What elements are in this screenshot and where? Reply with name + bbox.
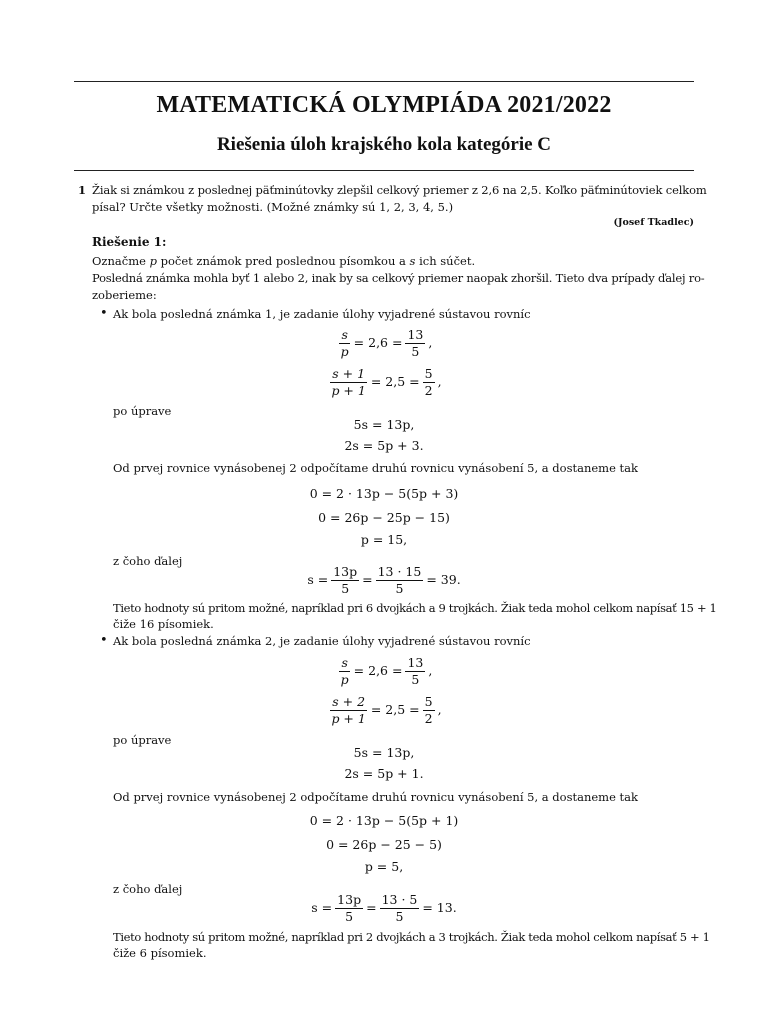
case2-eq1: $\frac{s}{p}$ = 2,6 = $\frac{13}{5}$ , bbox=[340, 655, 433, 687]
case2-conclusion-line1: Tieto hodnoty sú pritom možné, napríklad pri 2 dvojkách a 3 trojkách. Žiak teda mohol celkom napísať 5 + 1 bbox=[113, 930, 710, 944]
page-title: MATEMATICKÁ OLYMPIÁDA 2021/2022 bbox=[156, 92, 612, 118]
case1-conclusion-line1: Tieto hodnoty sú pritom možné, napríklad pri 6 dvojkách a 9 trojkách. Žiak teda mohol celkom napísať 15 + 1 bbox=[113, 601, 717, 615]
solution-intro-line3: zoberieme: bbox=[92, 288, 157, 302]
intro-text-c: ich súčet. bbox=[415, 254, 476, 268]
case2-eq1-frac-right: $\frac{13}{5}$ bbox=[407, 655, 424, 687]
case2-bullet: • bbox=[100, 633, 108, 648]
case1-eq2-frac-right: $\frac{5}{2}$ bbox=[424, 366, 433, 398]
header-rule bbox=[74, 170, 694, 171]
case1-after: po úprave bbox=[113, 404, 172, 418]
case1-eq8: s = $\frac{13p}{5}$ = $\frac{13 \cdot 15}{5}$ = 39. bbox=[307, 564, 461, 596]
case2-eq2-frac-left: $\frac{s + 2}{p + 1}$ bbox=[331, 694, 366, 726]
case1-step: Od prvej rovnice vynásobenej 2 odpočítame druhú rovnicu vynásobení 5, a dostaneme tak bbox=[113, 461, 638, 475]
intro-text-b: počet známok pred poslednou písomkou a bbox=[156, 254, 410, 268]
case2-conclusion-line2: čiže 6 písomiek. bbox=[113, 946, 207, 960]
solution-intro-line2: Posledná známka mohla byť 1 alebo 2, inak by sa celkový priemer naopak zhoršil. Tieto dva prípady ďalej ro- bbox=[92, 271, 705, 285]
case2-after: po úprave bbox=[113, 733, 172, 747]
case1-eq1-frac-left: $\frac{s}{p}$ bbox=[340, 327, 349, 359]
case1-eq5: 0 = 2 · 13p − 5(5p + 3) bbox=[309, 486, 459, 501]
case1-eq1: $\frac{s}{p}$ = 2,6 = $\frac{13}{5}$ , bbox=[340, 327, 433, 359]
intro-var-p: p bbox=[149, 254, 157, 268]
case2-eq7: p = 5, bbox=[364, 859, 404, 874]
case1-lead: Ak bola posledná známka 1, je zadanie úlohy vyjadrené sústavou rovníc bbox=[113, 307, 531, 321]
case1-conclusion-line2: čiže 16 písomiek. bbox=[113, 617, 214, 631]
intro-text-a: Označme bbox=[92, 254, 150, 268]
case1-eq6: 0 = 26p − 25p − 15) bbox=[318, 510, 450, 525]
case1-eq7: p = 15, bbox=[360, 532, 408, 547]
case1-eq8-frac-left: $\frac{13p}{5}$ bbox=[333, 564, 358, 596]
case2-eq8-frac-right: $\frac{13 \cdot 5}{5}$ bbox=[381, 892, 418, 924]
problem-text-line2: písal? Určte všetky možnosti. (Možné známky sú 1, 2, 3, 4, 5.) bbox=[92, 200, 454, 214]
case1-eq3: 5s = 13p, bbox=[353, 417, 415, 432]
case2-eq3: 5s = 13p, bbox=[353, 745, 415, 760]
case1-eq1-frac-right: $\frac{13}{5}$ bbox=[407, 327, 424, 359]
solution-heading: Riešenie 1: bbox=[92, 235, 167, 249]
case1-eq2: $\frac{s + 1}{p + 1}$ = 2,5 = $\frac{5}{2}$ , bbox=[331, 366, 442, 398]
intro-var-s: s bbox=[409, 254, 416, 268]
case2-eq2-frac-right: $\frac{5}{2}$ bbox=[424, 694, 433, 726]
case2-eq1-frac-left: $\frac{s}{p}$ bbox=[340, 655, 349, 687]
case2-eq6: 0 = 26p − 25 − 5) bbox=[326, 837, 442, 852]
top-rule bbox=[74, 81, 694, 82]
case2-lead: Ak bola posledná známka 2, je zadanie úlohy vyjadrené sústavou rovníc bbox=[113, 634, 531, 648]
case1-then: z čoho ďalej bbox=[113, 554, 183, 568]
problem-number: 1 bbox=[78, 183, 87, 197]
case2-eq2: $\frac{s + 2}{p + 1}$ = 2,5 = $\frac{5}{2}$ , bbox=[331, 694, 442, 726]
case1-eq2-frac-left: $\frac{s + 1}{p + 1}$ bbox=[331, 366, 366, 398]
case2-eq5: 0 = 2 · 13p − 5(5p + 1) bbox=[309, 813, 459, 828]
problem-author: (Josef Tkadlec) bbox=[613, 217, 694, 228]
case2-eq4: 2s = 5p + 1. bbox=[344, 766, 424, 781]
case1-eq8-frac-right: $\frac{13 \cdot 15}{5}$ bbox=[377, 564, 422, 596]
case2-eq8: s = $\frac{13p}{5}$ = $\frac{13 \cdot 5}{5}$ = 13. bbox=[311, 892, 457, 924]
case1-eq4: 2s = 5p + 3. bbox=[344, 438, 424, 453]
case2-then: z čoho ďalej bbox=[113, 882, 183, 896]
problem-text-line1: Žiak si známkou z poslednej päťminútovky zlepšil celkový priemer z 2,6 na 2,5. Koľko päťminútoviek celkom bbox=[92, 183, 707, 197]
page-subtitle: Riešenia úloh krajského kola kategórie C bbox=[216, 134, 552, 155]
case1-bullet: • bbox=[100, 306, 108, 321]
solution-intro-line1 bbox=[92, 253, 475, 270]
case2-eq8-frac-left: $\frac{13p}{5}$ bbox=[337, 892, 362, 924]
case2-step: Od prvej rovnice vynásobenej 2 odpočítame druhú rovnicu vynásobení 5, a dostaneme tak bbox=[113, 790, 638, 804]
